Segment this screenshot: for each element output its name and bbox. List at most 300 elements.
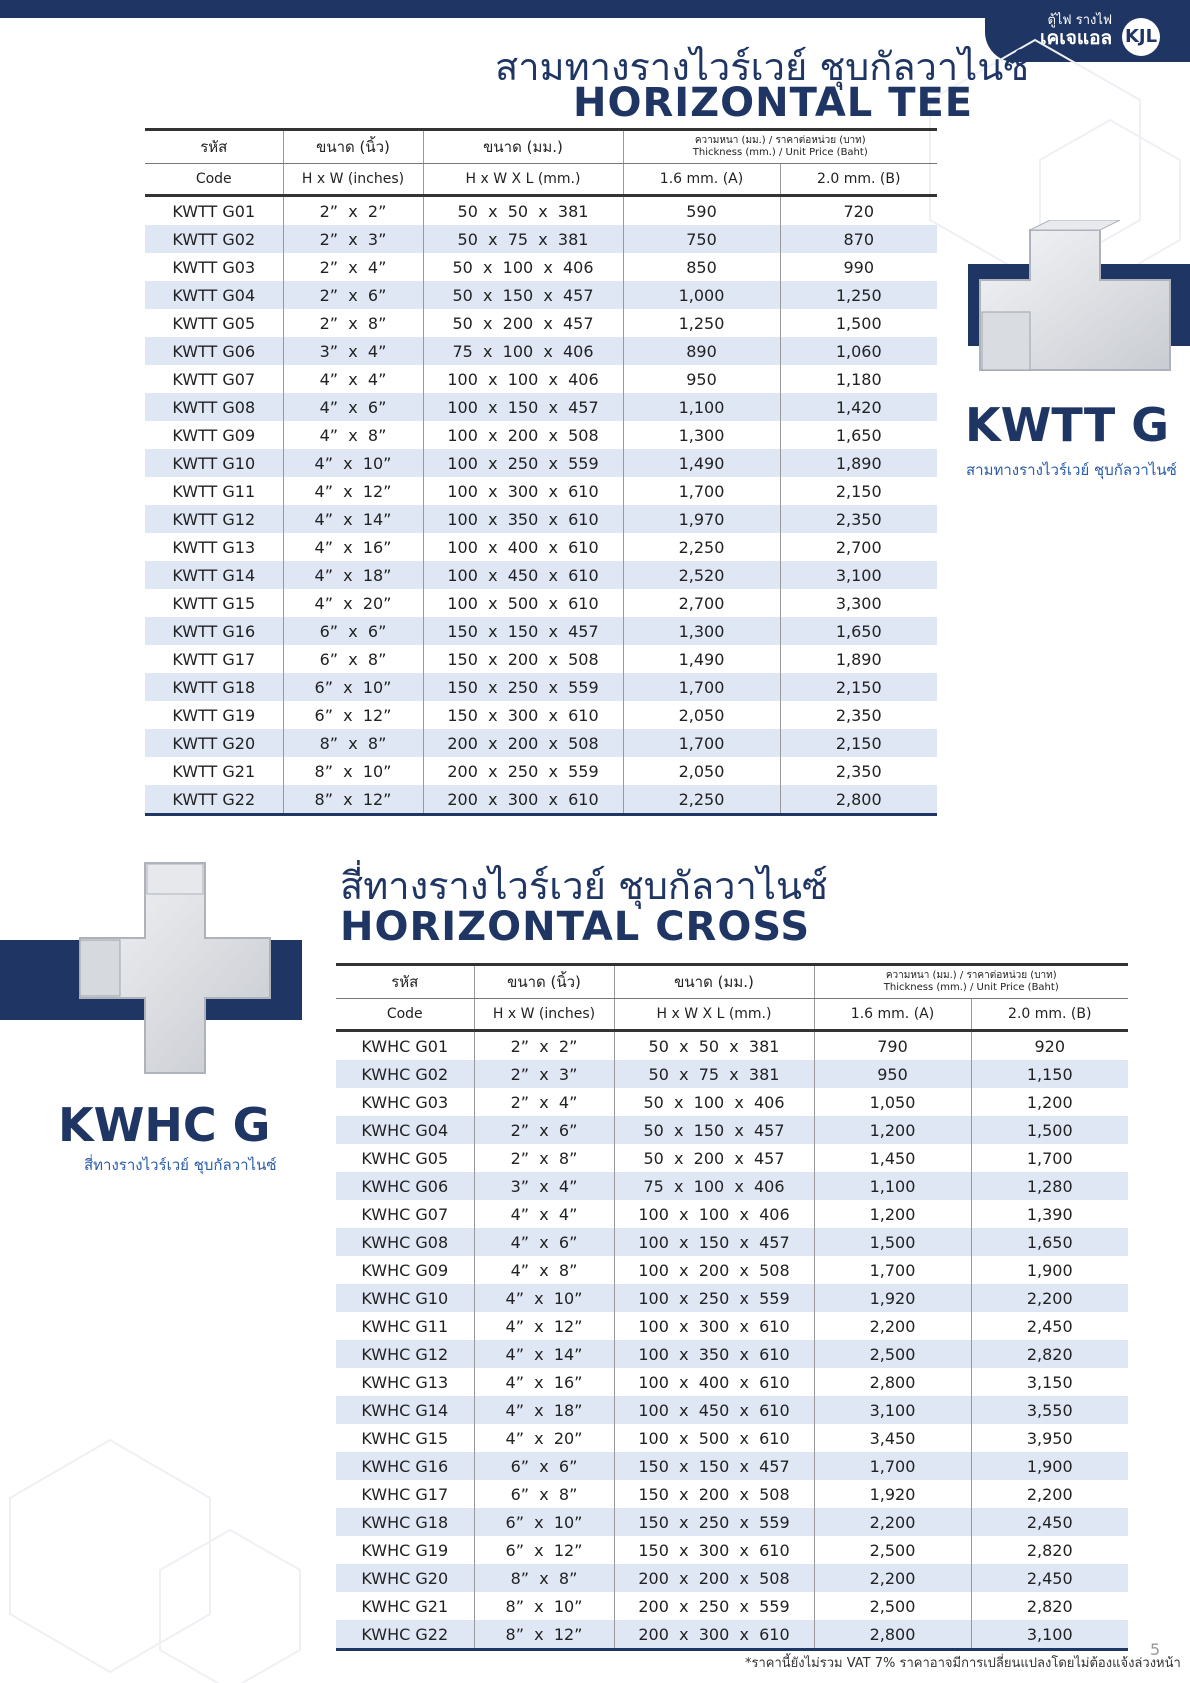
cell-size-mm: 50 x 75 x 381	[614, 1060, 814, 1088]
table-row	[145, 589, 937, 617]
cell-size-mm: 75 x 100 x 406	[614, 1172, 814, 1200]
cell-price-a: 1,250	[623, 309, 780, 337]
cell-size-inch: 4” x 4”	[283, 365, 423, 393]
cell-size-mm: 100 x 400 x 610	[423, 533, 623, 561]
header-price-a: 1.6 mm. (A)	[623, 164, 780, 196]
cell-size-inch: 8” x 8”	[474, 1564, 614, 1592]
cell-size-mm: 200 x 300 x 610	[423, 785, 623, 815]
cell-size-inch: 6” x 6”	[283, 617, 423, 645]
table-row	[336, 1312, 1128, 1340]
cell-code: KWTT G05	[172, 313, 256, 333]
cell-size-inch: 4” x 18”	[283, 561, 423, 589]
cell-size-inch: 4” x 16”	[474, 1368, 614, 1396]
cell-code: KWHC G11	[361, 1316, 449, 1336]
cell-size-inch: 2” x 3”	[283, 225, 423, 253]
cell-price-a: 2,050	[623, 757, 780, 785]
cell-size-inch: 8” x 12”	[283, 785, 423, 815]
cell-price-b: 3,950	[971, 1424, 1128, 1452]
cell-size-mm: 50 x 100 x 406	[614, 1088, 814, 1116]
cell-size-inch: 6” x 12”	[474, 1536, 614, 1564]
cell-size-inch: 4” x 10”	[474, 1284, 614, 1312]
cell-price-a: 1,300	[623, 421, 780, 449]
cell-code: KWHC G18	[336, 1508, 474, 1536]
header-size-inch: H x W (inches)	[474, 999, 614, 1031]
cell-size-inch: 4” x 12”	[474, 1312, 614, 1340]
cell-code: KWTT G13	[172, 537, 256, 557]
cell-price-b: 990	[780, 253, 937, 281]
cell-price-a: 950	[814, 1060, 971, 1088]
table-row	[145, 365, 937, 393]
cell-price-a: 850	[623, 253, 780, 281]
cell-size-mm: 150 x 200 x 508	[423, 645, 623, 673]
cell-price-a: 750	[623, 225, 780, 253]
cell-price-b: 1,890	[780, 449, 937, 477]
header-size-mm: H x W X L (mm.)	[423, 164, 623, 196]
hexagon-background-decoration-bottom	[0, 1420, 320, 1683]
table-row	[336, 1480, 1128, 1508]
cell-size-mm: 100 x 300 x 610	[423, 477, 623, 505]
table-row	[145, 337, 937, 365]
cell-price-b: 1,150	[971, 1060, 1128, 1088]
cell-code: KWTT G09	[172, 425, 256, 445]
cell-price-b: 870	[780, 225, 937, 253]
header-thickness	[814, 965, 1128, 999]
cell-size-inch: 2” x 4”	[283, 253, 423, 281]
table-row	[336, 1452, 1128, 1480]
table-row	[145, 673, 937, 701]
cell-price-b: 2,450	[971, 1564, 1128, 1592]
table-row	[336, 1536, 1128, 1564]
cell-size-inch: 2” x 2”	[283, 196, 423, 226]
cell-code: KWHC G07	[361, 1204, 449, 1224]
cell-code: KWTT G11	[172, 481, 256, 501]
table-row	[145, 645, 937, 673]
cell-price-b: 3,100	[780, 561, 937, 589]
cell-size-mm: 200 x 200 x 508	[614, 1564, 814, 1592]
cell-size-mm: 100 x 100 x 406	[423, 365, 623, 393]
cell-price-b: 1,390	[971, 1200, 1128, 1228]
cell-price-a: 2,250	[623, 785, 780, 815]
table-row	[145, 449, 937, 477]
cell-price-a: 2,800	[814, 1620, 971, 1650]
cell-price-a: 2,500	[814, 1592, 971, 1620]
cell-size-mm: 100 x 300 x 610	[614, 1312, 814, 1340]
cell-size-mm: 100 x 500 x 610	[423, 589, 623, 617]
cell-size-inch: 8” x 8”	[283, 729, 423, 757]
cell-price-b: 2,450	[971, 1312, 1128, 1340]
cell-price-b: 2,450	[971, 1508, 1128, 1536]
table-row	[336, 1284, 1128, 1312]
cell-code: KWTT G21	[172, 761, 256, 781]
cell-code: KWTT G04	[145, 281, 283, 309]
cell-size-mm: 50 x 150 x 457	[423, 281, 623, 309]
cell-price-b: 2,200	[971, 1480, 1128, 1508]
cell-size-inch: 6” x 6”	[474, 1452, 614, 1480]
table-row	[336, 1564, 1128, 1592]
cell-price-b: 2,150	[780, 673, 937, 701]
cell-code: KWTT G06	[145, 337, 283, 365]
cell-size-inch: 4” x 6”	[283, 393, 423, 421]
brand-mark-logo: KJL	[1122, 18, 1160, 56]
cell-price-a: 1,490	[623, 449, 780, 477]
cross-title-thai: สี่ทางรางไวร์เวย์ ชุบกัลวาไนซ์	[340, 864, 828, 908]
table-row	[336, 1060, 1128, 1088]
cell-price-a: 3,450	[814, 1424, 971, 1452]
cell-size-inch: 6” x 8”	[474, 1480, 614, 1508]
cell-code: KWTT G02	[145, 225, 283, 253]
cell-size-mm: 100 x 500 x 610	[614, 1424, 814, 1452]
header-size-mm-thai: ขนาด (มม.)	[423, 130, 623, 164]
table-row	[336, 1144, 1128, 1172]
cell-price-b: 1,650	[780, 421, 937, 449]
cell-code: KWHC G19	[361, 1540, 449, 1560]
cell-price-b: 2,150	[780, 477, 937, 505]
cell-size-mm: 100 x 250 x 559	[614, 1284, 814, 1312]
cell-size-mm: 200 x 200 x 508	[423, 729, 623, 757]
cell-price-b: 2,820	[971, 1592, 1128, 1620]
table-row	[336, 1508, 1128, 1536]
cell-code: KWHC G14	[336, 1396, 474, 1424]
cell-price-b: 3,300	[780, 589, 937, 617]
cell-code: KWTT G17	[172, 649, 256, 669]
table-row	[145, 701, 937, 729]
cell-code: KWTT G18	[145, 673, 283, 701]
cell-code: KWHC G21	[361, 1596, 449, 1616]
table-row	[336, 1200, 1128, 1228]
header-thickness-english: Thickness (mm.) / Unit Price (Baht)	[883, 982, 1059, 993]
cell-size-inch: 4” x 8”	[283, 421, 423, 449]
cell-price-a: 1,200	[814, 1116, 971, 1144]
cell-size-mm: 100 x 400 x 610	[614, 1368, 814, 1396]
cell-code: KWHC G01	[361, 1036, 449, 1056]
cell-price-a: 790	[814, 1031, 971, 1061]
cell-size-inch: 4” x 10”	[283, 449, 423, 477]
cell-price-a: 2,200	[814, 1508, 971, 1536]
cell-size-mm: 200 x 250 x 559	[423, 757, 623, 785]
cell-size-mm: 50 x 200 x 457	[423, 309, 623, 337]
cell-price-b: 3,100	[971, 1620, 1128, 1650]
cell-price-a: 1,450	[814, 1144, 971, 1172]
cell-code: KWHC G02	[336, 1060, 474, 1088]
cell-code: KWTT G14	[145, 561, 283, 589]
cell-price-a: 1,490	[623, 645, 780, 673]
cell-size-inch: 4” x 14”	[283, 505, 423, 533]
cell-size-mm: 50 x 200 x 457	[614, 1144, 814, 1172]
table-row	[145, 505, 937, 533]
cell-price-b: 2,350	[780, 757, 937, 785]
cell-price-a: 2,050	[623, 701, 780, 729]
horizontal-tee-product-image	[970, 220, 1180, 390]
cell-size-inch: 4” x 16”	[283, 533, 423, 561]
cell-size-inch: 4” x 4”	[474, 1200, 614, 1228]
cell-code: KWTT G19	[172, 705, 256, 725]
header-price-b: 2.0 mm. (B)	[971, 999, 1128, 1031]
cell-code: KWTT G15	[172, 593, 256, 613]
horizontal-tee-price-table	[145, 128, 937, 816]
cell-price-a: 2,500	[814, 1536, 971, 1564]
cell-size-inch: 6” x 10”	[283, 673, 423, 701]
cell-price-a: 1,970	[623, 505, 780, 533]
table-row	[336, 1172, 1128, 1200]
cell-price-b: 1,180	[780, 365, 937, 393]
price-footnote: *ราคานี้ยังไม่รวม VAT 7% ราคาอาจมีการเปลี่ยนแปลงโดยไม่ต้องแจ้งล่วงหน้า	[745, 1656, 1181, 1671]
cell-price-b: 2,800	[780, 785, 937, 815]
cell-size-mm: 50 x 75 x 381	[423, 225, 623, 253]
cell-price-a: 2,500	[814, 1340, 971, 1368]
cell-price-a: 1,050	[814, 1088, 971, 1116]
cell-price-a: 1,700	[814, 1256, 971, 1284]
tee-title-thai: สามทางรางไวร์เวย์ ชุบกัลวาไนซ์	[495, 45, 1030, 89]
cell-size-mm: 100 x 350 x 610	[614, 1340, 814, 1368]
cell-size-inch: 8” x 10”	[474, 1592, 614, 1620]
cell-price-a: 1,700	[623, 477, 780, 505]
cell-size-mm: 50 x 50 x 381	[614, 1031, 814, 1061]
cell-size-inch: 2” x 8”	[474, 1144, 614, 1172]
header-thickness-thai: ความหนา (มม.) / ราคาต่อหน่วย (บาท)	[885, 970, 1057, 981]
table-row	[336, 1592, 1128, 1620]
cell-size-inch: 8” x 10”	[283, 757, 423, 785]
cell-code: KWHC G03	[361, 1092, 449, 1112]
cell-price-a: 590	[623, 196, 780, 226]
table-row	[336, 1396, 1128, 1424]
cell-size-mm: 150 x 250 x 559	[614, 1508, 814, 1536]
header-price-a: 1.6 mm. (A)	[814, 999, 971, 1031]
cell-price-a: 2,520	[623, 561, 780, 589]
cell-size-mm: 100 x 150 x 457	[614, 1228, 814, 1256]
page-number: 5	[1150, 1640, 1161, 1659]
cell-price-b: 2,820	[971, 1536, 1128, 1564]
cell-price-b: 3,550	[971, 1396, 1128, 1424]
cell-size-inch: 6” x 8”	[283, 645, 423, 673]
cell-size-inch: 2” x 3”	[474, 1060, 614, 1088]
cell-price-a: 2,700	[623, 589, 780, 617]
cell-code: KWHC G16	[336, 1452, 474, 1480]
tee-series-subtitle: สามทางรางไวร์เวย์ ชุบกัลวาไนซ์	[966, 461, 1177, 479]
cell-price-a: 3,100	[814, 1396, 971, 1424]
cell-price-b: 1,500	[780, 309, 937, 337]
table-row	[336, 1368, 1128, 1396]
table-row	[145, 477, 937, 505]
cell-code: KWHC G10	[336, 1284, 474, 1312]
horizontal-cross-price-table	[336, 963, 1128, 1651]
cell-price-a: 1,920	[814, 1284, 971, 1312]
cross-table-body	[336, 1031, 1128, 1650]
cell-price-a: 1,920	[814, 1480, 971, 1508]
header-code-thai: รหัส	[336, 965, 474, 999]
cell-code: KWHC G13	[361, 1372, 449, 1392]
cell-code: KWHC G22	[336, 1620, 474, 1650]
table-row	[336, 1256, 1128, 1284]
cell-price-a: 1,500	[814, 1228, 971, 1256]
cell-size-mm: 100 x 200 x 508	[614, 1256, 814, 1284]
cell-price-b: 1,250	[780, 281, 937, 309]
cell-code: KWTT G16	[145, 617, 283, 645]
cell-price-b: 1,890	[780, 645, 937, 673]
cell-code: KWHC G08	[336, 1228, 474, 1256]
cell-size-mm: 100 x 200 x 508	[423, 421, 623, 449]
table-row	[145, 225, 937, 253]
cell-code: KWHC G20	[336, 1564, 474, 1592]
cell-size-mm: 100 x 150 x 457	[423, 393, 623, 421]
cell-size-mm: 150 x 200 x 508	[614, 1480, 814, 1508]
cell-size-mm: 150 x 300 x 610	[614, 1536, 814, 1564]
cell-size-mm: 150 x 150 x 457	[614, 1452, 814, 1480]
table-row	[336, 1340, 1128, 1368]
cell-code: KWTT G10	[145, 449, 283, 477]
cell-size-mm: 200 x 300 x 610	[614, 1620, 814, 1650]
cell-size-mm: 100 x 450 x 610	[423, 561, 623, 589]
cell-price-a: 2,800	[814, 1368, 971, 1396]
cell-price-b: 2,350	[780, 505, 937, 533]
cell-code: KWTT G03	[172, 257, 256, 277]
cell-price-b: 920	[971, 1031, 1128, 1061]
cell-size-inch: 8” x 12”	[474, 1620, 614, 1650]
header-thickness-english: Thickness (mm.) / Unit Price (Baht)	[692, 147, 868, 158]
cell-price-a: 1,300	[623, 617, 780, 645]
table-row	[145, 253, 937, 281]
table-row	[336, 1116, 1128, 1144]
cell-size-inch: 2” x 4”	[474, 1088, 614, 1116]
cell-price-b: 2,700	[780, 533, 937, 561]
table-row	[336, 1031, 1128, 1061]
cell-price-a: 950	[623, 365, 780, 393]
cell-size-inch: 4” x 18”	[474, 1396, 614, 1424]
tee-title-english: HORIZONTAL TEE	[573, 80, 974, 126]
cell-price-b: 1,280	[971, 1172, 1128, 1200]
cell-size-inch: 6” x 12”	[283, 701, 423, 729]
header-size-mm-thai: ขนาด (มม.)	[614, 965, 814, 999]
cross-title-english: HORIZONTAL CROSS	[340, 904, 811, 950]
cell-size-inch: 3” x 4”	[474, 1172, 614, 1200]
cell-price-b: 1,700	[971, 1144, 1128, 1172]
cell-code: KWTT G07	[172, 369, 256, 389]
header-code: Code	[145, 164, 283, 196]
cell-price-a: 1,100	[623, 393, 780, 421]
cell-size-mm: 150 x 150 x 457	[423, 617, 623, 645]
cell-size-inch: 4” x 20”	[474, 1424, 614, 1452]
cell-code: KWHC G09	[361, 1260, 449, 1280]
cell-price-b: 1,900	[971, 1452, 1128, 1480]
cell-code: KWHC G12	[336, 1340, 474, 1368]
table-row	[336, 1620, 1128, 1650]
header-thickness	[623, 130, 937, 164]
cell-code: KWTT G22	[145, 785, 283, 815]
cell-size-mm: 200 x 250 x 559	[614, 1592, 814, 1620]
table-row	[336, 1424, 1128, 1452]
cell-code: KWHC G04	[336, 1116, 474, 1144]
cell-size-inch: 4” x 14”	[474, 1340, 614, 1368]
cell-size-inch: 2” x 6”	[283, 281, 423, 309]
table-row	[336, 1088, 1128, 1116]
cell-size-inch: 2” x 6”	[474, 1116, 614, 1144]
cross-series-code: KWHC G	[58, 1098, 271, 1152]
cell-size-mm: 50 x 50 x 381	[423, 196, 623, 226]
table-row	[145, 281, 937, 309]
table-row	[145, 617, 937, 645]
header-price-b: 2.0 mm. (B)	[780, 164, 937, 196]
cell-price-b: 1,420	[780, 393, 937, 421]
cell-price-b: 3,150	[971, 1368, 1128, 1396]
cell-price-b: 2,200	[971, 1284, 1128, 1312]
header-code: Code	[336, 999, 474, 1031]
cell-code: KWHC G17	[361, 1484, 449, 1504]
cell-code: KWTT G12	[145, 505, 283, 533]
header-size-mm: H x W X L (mm.)	[614, 999, 814, 1031]
table-row	[145, 393, 937, 421]
cell-code: KWTT G20	[145, 729, 283, 757]
table-row	[336, 1228, 1128, 1256]
cell-price-a: 1,700	[623, 673, 780, 701]
cross-series-subtitle: สี่ทางรางไวร์เวย์ ชุบกัลวาไนซ์	[84, 1156, 277, 1174]
cell-price-b: 1,900	[971, 1256, 1128, 1284]
table-row	[145, 533, 937, 561]
table-row	[145, 757, 937, 785]
tee-series-code: KWTT G	[965, 398, 1169, 452]
cell-size-inch: 4” x 8”	[474, 1256, 614, 1284]
table-row	[145, 196, 937, 226]
cell-code: KWHC G05	[361, 1148, 449, 1168]
cell-code: KWTT G01	[172, 201, 256, 221]
cell-size-mm: 100 x 100 x 406	[614, 1200, 814, 1228]
cell-price-b: 1,200	[971, 1088, 1128, 1116]
cell-price-a: 1,200	[814, 1200, 971, 1228]
cell-size-mm: 150 x 250 x 559	[423, 673, 623, 701]
cell-price-a: 1,100	[814, 1172, 971, 1200]
cell-price-b: 1,060	[780, 337, 937, 365]
cell-price-b: 720	[780, 196, 937, 226]
cell-size-inch: 2” x 2”	[474, 1031, 614, 1061]
cell-price-a: 1,000	[623, 281, 780, 309]
cell-size-inch: 4” x 6”	[474, 1228, 614, 1256]
brand-name: เคเจแอล	[1040, 27, 1113, 49]
cell-price-b: 1,500	[971, 1116, 1128, 1144]
horizontal-cross-product-image	[75, 858, 275, 1078]
cell-code: KWHC G06	[336, 1172, 474, 1200]
cell-price-b: 1,650	[971, 1228, 1128, 1256]
cell-code: KWHC G15	[361, 1428, 449, 1448]
cell-size-mm: 150 x 300 x 610	[423, 701, 623, 729]
header-size-inch: H x W (inches)	[283, 164, 423, 196]
cell-size-mm: 50 x 100 x 406	[423, 253, 623, 281]
brand-tagline: ตู้ไฟ รางไฟ	[1047, 13, 1113, 28]
cell-size-mm: 100 x 450 x 610	[614, 1396, 814, 1424]
header-size-inch-thai: ขนาด (นิ้ว)	[283, 130, 423, 164]
cell-size-mm: 75 x 100 x 406	[423, 337, 623, 365]
tee-table-body	[145, 196, 937, 815]
cell-price-a: 2,200	[814, 1564, 971, 1592]
table-row	[145, 421, 937, 449]
cell-price-a: 1,700	[623, 729, 780, 757]
table-row	[145, 309, 937, 337]
cell-size-mm: 50 x 150 x 457	[614, 1116, 814, 1144]
cell-price-b: 2,150	[780, 729, 937, 757]
header-thickness-thai: ความหนา (มม.) / ราคาต่อหน่วย (บาท)	[694, 135, 866, 146]
header-code-thai: รหัส	[145, 130, 283, 164]
cell-price-b: 2,350	[780, 701, 937, 729]
cell-price-b: 1,650	[780, 617, 937, 645]
table-row	[145, 785, 937, 815]
cell-size-inch: 3” x 4”	[283, 337, 423, 365]
cell-price-a: 1,700	[814, 1452, 971, 1480]
cell-code: KWTT G08	[145, 393, 283, 421]
cell-size-inch: 4” x 20”	[283, 589, 423, 617]
cell-price-a: 2,200	[814, 1312, 971, 1340]
cell-size-mm: 100 x 250 x 559	[423, 449, 623, 477]
cell-price-b: 2,820	[971, 1340, 1128, 1368]
cell-size-mm: 100 x 350 x 610	[423, 505, 623, 533]
cell-size-inch: 4” x 12”	[283, 477, 423, 505]
cell-price-a: 2,250	[623, 533, 780, 561]
